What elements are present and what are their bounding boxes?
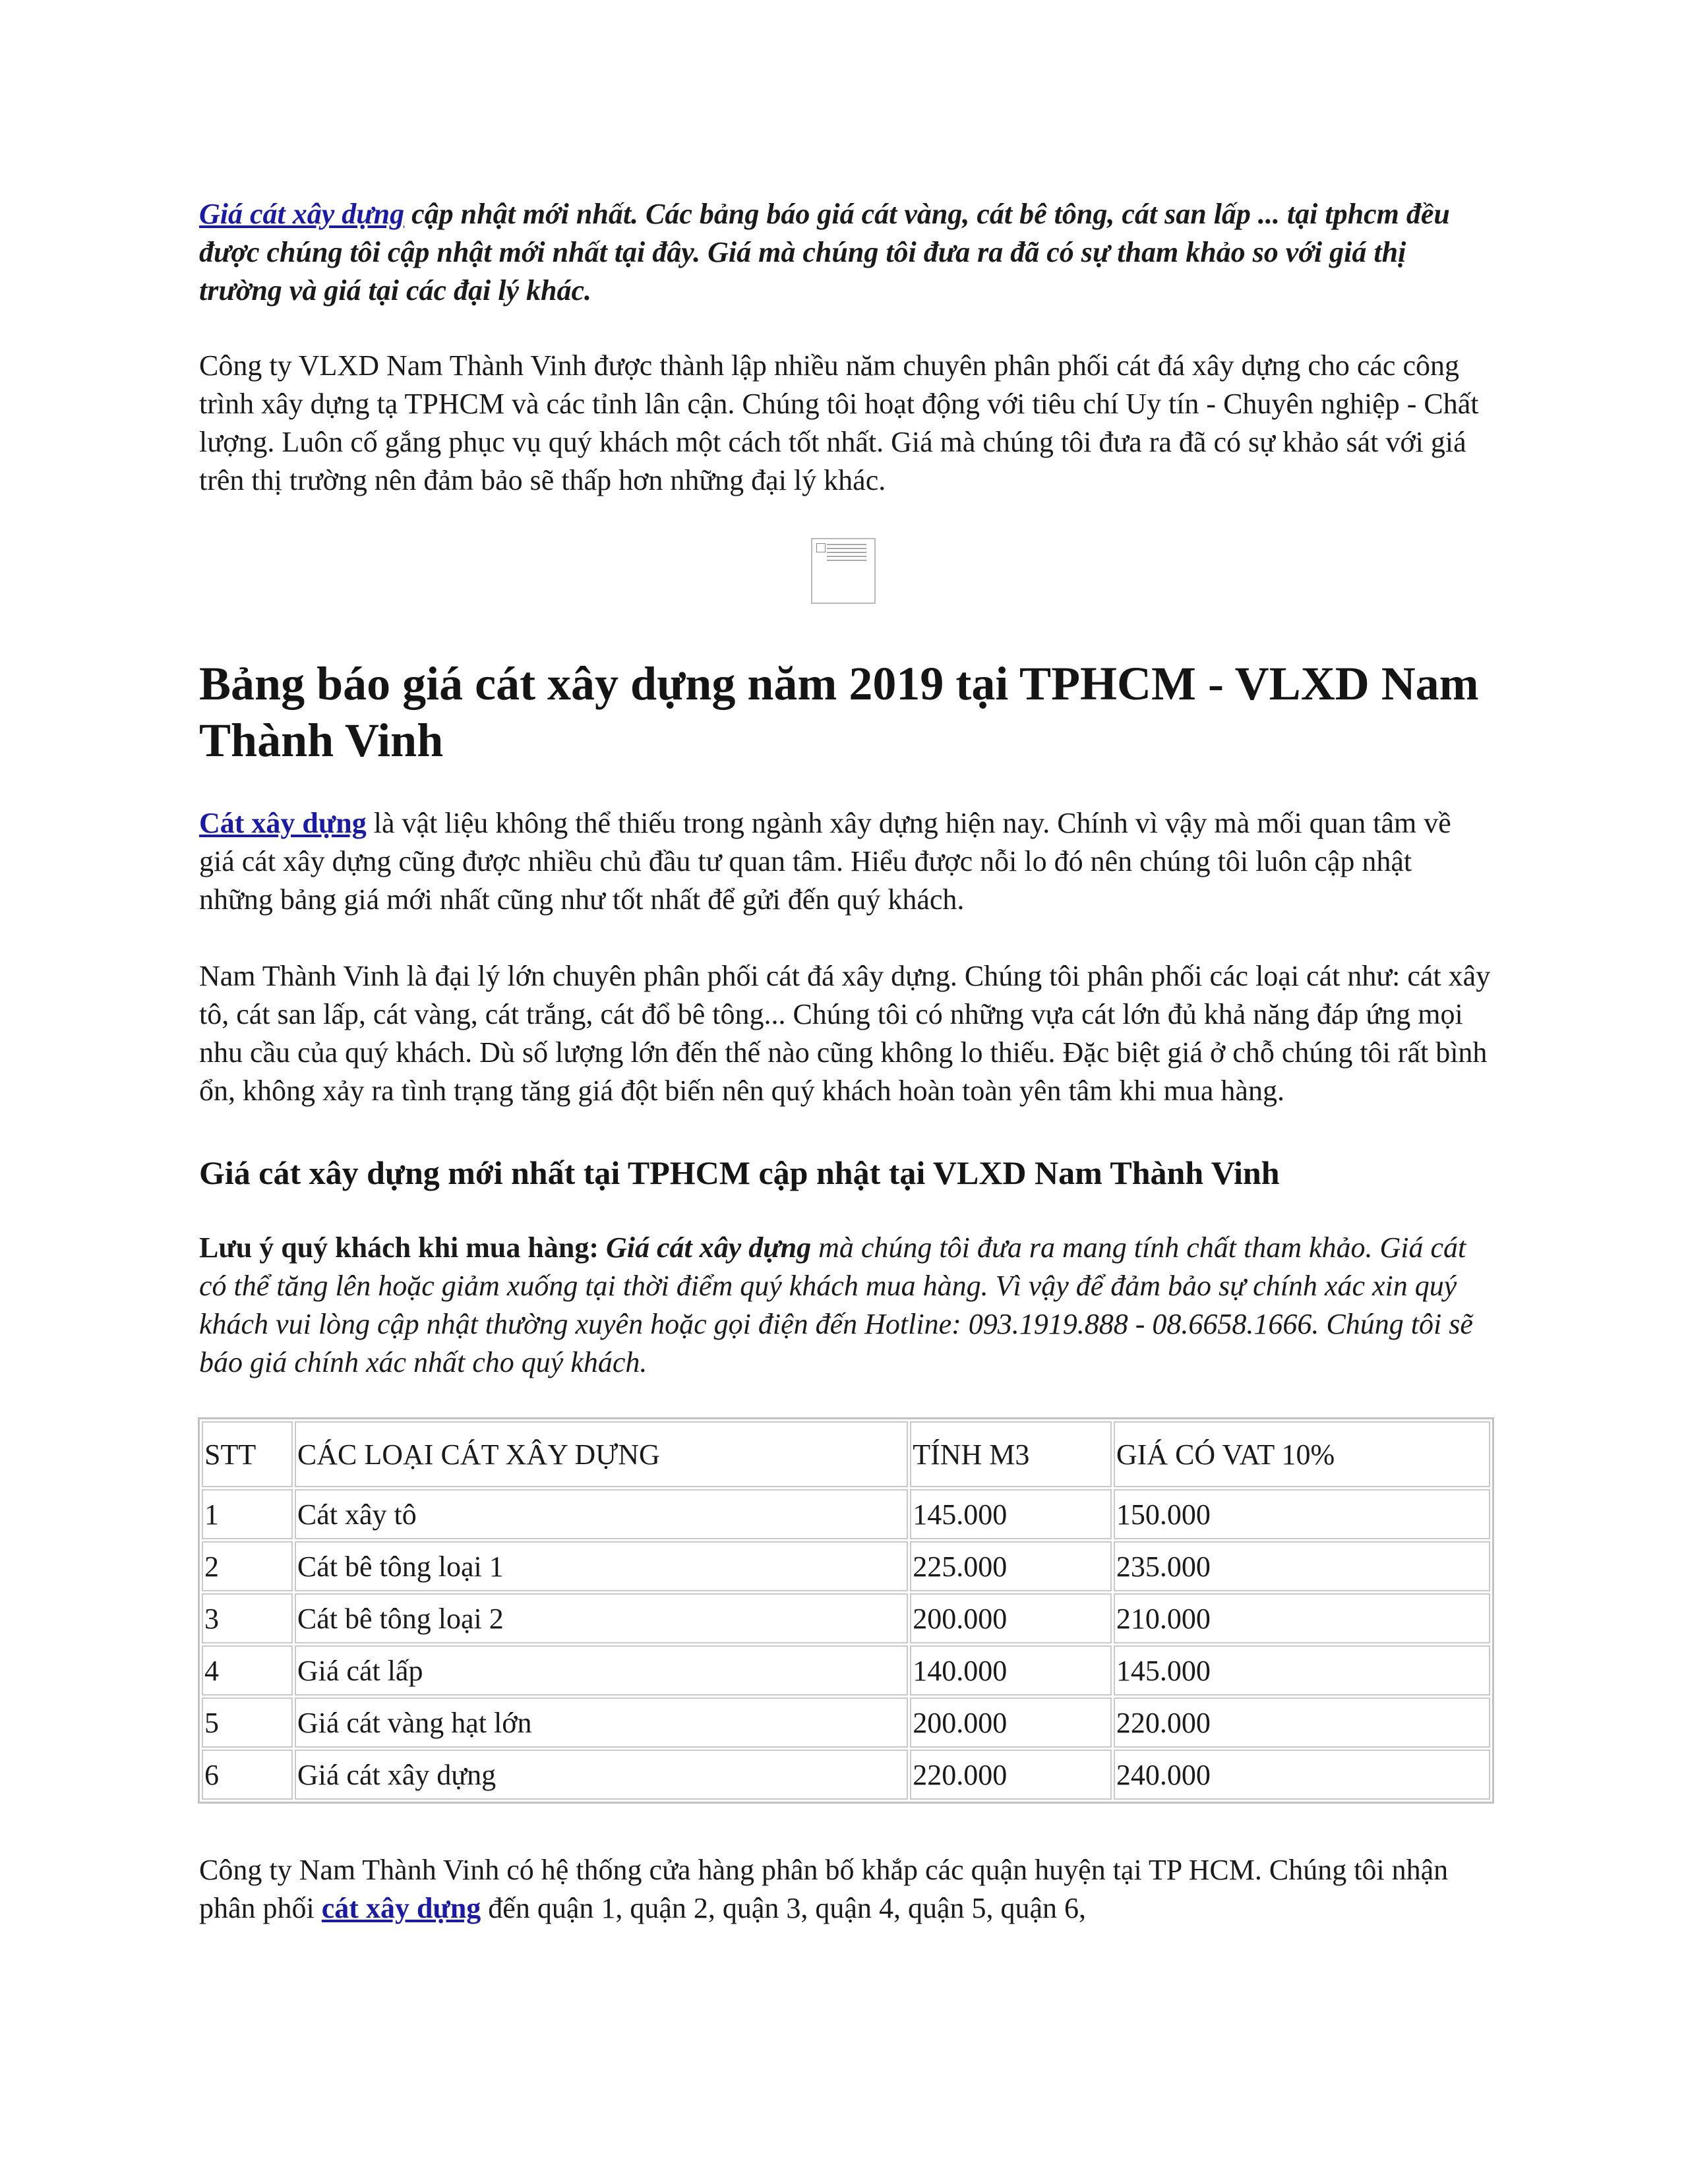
sub-heading: Giá cát xây dựng mới nhất tại TPHCM cập nhật tại VLXD Nam Thành Vinh	[199, 1154, 1280, 1191]
image-area	[199, 538, 1492, 616]
cell-type: Giá cát xây dựng	[295, 1750, 908, 1800]
stores-link[interactable]: cát xây dựng	[321, 1892, 481, 1924]
stores-text-after: đến quận 1, quận 2, quận 3, quận 4, quận 5, quận 6,	[481, 1892, 1087, 1924]
note-paragraph	[199, 1229, 1492, 1382]
sand-intro-text: là vật liệu không thể thiếu trong ngành xây dựng hiện nay. Chính vì vậy mà mối quan tâm về giá cát xây dựng cũng được nhiều chủ đầu tư quan tâm. Hiểu được nỗi lo đó nên chúng tôi luôn cập nhật những bảng giá mới nhất cũng như tốt nhất để gửi đến quý khách.	[199, 807, 1451, 916]
broken-image-icon	[811, 538, 876, 604]
cell-unit-price: 140.000	[910, 1645, 1112, 1696]
header-vat-price: GIÁ CÓ VAT 10%	[1114, 1421, 1490, 1487]
cell-unit-price: 200.000	[910, 1593, 1112, 1643]
cell-unit-price: 225.000	[910, 1541, 1112, 1591]
distributor-paragraph: Nam Thành Vinh là đại lý lớn chuyên phân phối cát đá xây dựng. Chúng tôi phân phối các loại cát như: cát xây tô, cát san lấp, cát vàng, cát trắng, cát đổ bê tông... Chúng tôi có những vựa cát lớn đủ khả năng đáp ứng mọi nhu cầu của quý khách. Dù số lượng lớn đến thế nào cũng không lo thiếu. Đặc biệt giá ở chỗ chúng tôi rất bình ổn, không xảy ra tình trạng tăng giá đột biến nên quý khách hoàn toàn yên tâm khi mua hàng.	[199, 960, 1491, 1107]
cell-type: Cát bê tông loại 1	[295, 1541, 908, 1591]
cell-stt: 6	[202, 1750, 293, 1800]
cell-vat-price: 145.000	[1114, 1645, 1490, 1696]
cell-vat-price: 235.000	[1114, 1541, 1490, 1591]
stores-paragraph	[199, 1851, 1492, 1928]
table-row	[202, 1541, 1490, 1591]
table-row	[202, 1750, 1490, 1800]
note-emphasis: Giá cát xây dựng	[606, 1231, 812, 1264]
table-header-row	[202, 1421, 1490, 1487]
document-page	[199, 195, 1492, 1928]
cell-stt: 2	[202, 1541, 293, 1591]
cell-type: Cát xây tô	[295, 1489, 908, 1539]
table-row	[202, 1697, 1490, 1748]
sand-link[interactable]: Cát xây dựng	[199, 807, 367, 839]
price-table	[198, 1417, 1494, 1804]
cell-stt: 3	[202, 1593, 293, 1643]
cell-vat-price: 150.000	[1114, 1489, 1490, 1539]
sand-intro-paragraph	[199, 804, 1492, 919]
intro-paragraph	[199, 195, 1492, 310]
cell-stt: 4	[202, 1645, 293, 1696]
cell-unit-price: 200.000	[910, 1697, 1112, 1748]
cell-type: Cát bê tông loại 2	[295, 1593, 908, 1643]
table-row	[202, 1645, 1490, 1696]
cell-type: Giá cát vàng hạt lớn	[295, 1697, 908, 1748]
cell-vat-price: 220.000	[1114, 1697, 1490, 1748]
cell-stt: 1	[202, 1489, 293, 1539]
company-paragraph: Công ty VLXD Nam Thành Vinh được thành lập nhiều năm chuyên phân phối cát đá xây dựng cho các công trình xây dựng tạ TPHCM và các tỉnh lân cận. Chúng tôi hoạt động với tiêu chí Uy tín - Chuyên nghiệp - Chất lượng. Luôn cố gắng phục vụ quý khách một cách tốt nhất. Giá mà chúng tôi đưa ra đã có sự khảo sát với giá trên thị trường nên đảm bảo sẽ thấp hơn những đại lý khác.	[199, 349, 1479, 496]
header-type: CÁC LOẠI CÁT XÂY DỰNG	[295, 1421, 908, 1487]
header-unit-price: TÍNH M3	[910, 1421, 1112, 1487]
stores-text-before: Công ty Nam Thành Vinh có hệ thống cửa hàng phân bố khắp các quận huyện tại TP HCM. Chúng tôi nhận phân phối	[199, 1854, 1449, 1924]
note-lead: Lưu ý quý khách khi mua hàng:	[199, 1231, 606, 1264]
cell-vat-price: 210.000	[1114, 1593, 1490, 1643]
main-heading: Bảng báo giá cát xây dựng năm 2019 tại TPHCM - VLXD Nam Thành Vinh	[199, 657, 1479, 767]
cell-vat-price: 240.000	[1114, 1750, 1490, 1800]
table-row	[202, 1593, 1490, 1643]
intro-text: cập nhật mới nhất. Các bảng báo giá cát vàng, cát bê tông, cát san lấp ... tại tphcm đều được chúng tôi cập nhật mới nhất tại đây. Giá mà chúng tôi đưa ra đã có sự tham khảo so với giá thị trường và giá tại các đại lý khác.	[199, 198, 1450, 307]
note-text: mà chúng tôi đưa ra mang tính chất tham khảo. Giá cát có thể tăng lên hoặc giảm xuống tại thời điểm quý khách mua hàng. Vì vậy để đảm bảo sự chính xác xin quý khách vui lòng cập nhật thường xuyên hoặc gọi điện đến Hotline: 093.1919.888 - 08.6658.1666. Chúng tôi sẽ báo giá chính xác nhất cho quý khách.	[199, 1231, 1473, 1378]
cell-type: Giá cát lấp	[295, 1645, 908, 1696]
cell-unit-price: 145.000	[910, 1489, 1112, 1539]
cell-unit-price: 220.000	[910, 1750, 1112, 1800]
header-stt: STT	[202, 1421, 293, 1487]
intro-link[interactable]: Giá cát xây dựng	[199, 198, 405, 230]
cell-stt: 5	[202, 1697, 293, 1748]
table-row	[202, 1489, 1490, 1539]
